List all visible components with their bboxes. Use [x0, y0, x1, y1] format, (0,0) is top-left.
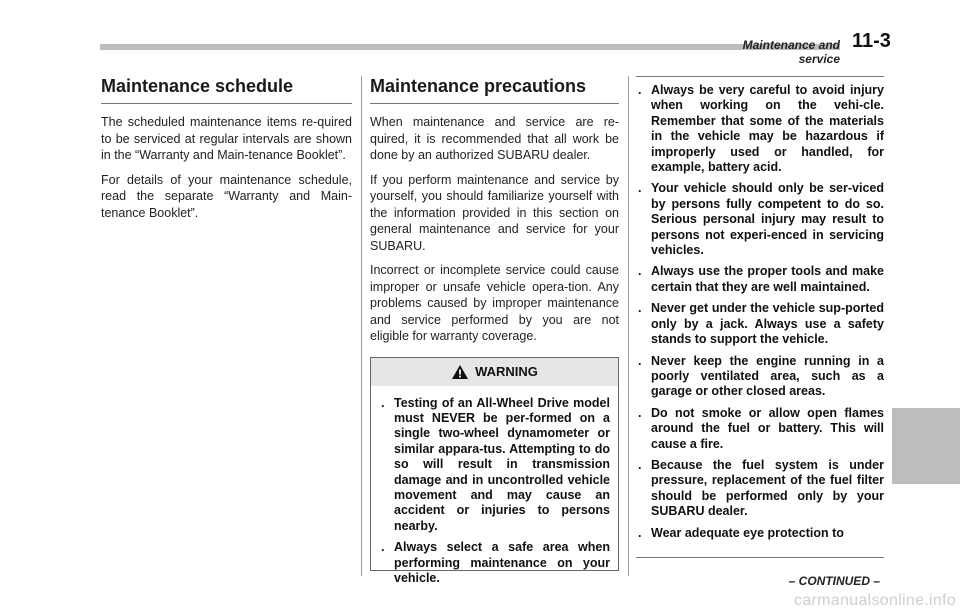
schedule-paragraph: For details of your maintenance schedule, read the separate “Warranty and Main-tenance Booklet”.: [101, 172, 352, 220]
warning-item: [636, 458, 884, 520]
warning-label: WARNING: [475, 364, 538, 379]
warning-item-text: Never get under the vehicle sup-ported only by a jack. Always use a safety stands to support the vehicle.: [651, 301, 884, 347]
warning-item: [636, 264, 884, 295]
watermark: carmanualsonline.info: [794, 592, 956, 609]
warning-continued-box: [636, 76, 884, 558]
schedule-section: [101, 76, 352, 229]
bullet-marker: .: [381, 395, 385, 410]
warning-item-text: Never keep the engine running in a poorly ventilated area, such as a garage or other closed areas.: [651, 353, 884, 399]
warning-item: [636, 301, 884, 347]
continued-label: – CONTINUED –: [788, 574, 880, 588]
warning-item-text: Wear adequate eye protection to: [651, 525, 844, 540]
warning-item-text: Always select a safe area when performing maintenance on your vehicle.: [394, 540, 610, 585]
chapter-side-tab: [892, 408, 960, 484]
bullet-marker: .: [638, 405, 642, 420]
bullet-marker: .: [381, 540, 385, 555]
warning-triangle-icon: [451, 364, 469, 380]
warning-item-text: Do not smoke or allow open flames around the fuel or battery. This will cause a fire.: [651, 405, 884, 451]
column-divider: [628, 76, 629, 576]
warning-continued-list: [636, 83, 884, 541]
warning-item: [636, 83, 884, 175]
warning-continued-section: [636, 76, 884, 558]
precautions-paragraph: If you perform maintenance and service by yourself, you should familiarize yourself with the information provided in this section on general maintenance and service for your SUBARU.: [370, 172, 619, 253]
precautions-section: [370, 76, 619, 585]
warning-item: [636, 526, 884, 541]
bullet-marker: .: [638, 83, 642, 97]
schedule-paragraph: The scheduled maintenance items re-quired to be serviced at regular intervals are shown in the “Warranty and Main-tenance Booklet”.: [101, 115, 352, 162]
precautions-paragraph: Incorrect or incomplete service could cause improper or unsafe vehicle opera-tion. Any problems caused by improper maintenance and service performed by you are not eligible for warranty coverage.: [370, 263, 619, 343]
bullet-marker: .: [638, 301, 642, 316]
warning-item-text: Always use the proper tools and make certain that they are well maintained.: [651, 264, 884, 294]
page-number: 11-3: [852, 30, 891, 52]
bullet-marker: .: [638, 457, 642, 472]
bullet-marker: .: [638, 353, 642, 368]
schedule-title: Maintenance schedule: [101, 76, 352, 104]
warning-list: [379, 396, 610, 587]
warning-item-text: Because the fuel system is under pressure, replacement of the fuel filter should be performed only by your SUBARU dealer.: [651, 457, 884, 519]
precautions-paragraph: When maintenance and service are re-quired, it is recommended that all work be done by an authorized SUBARU dealer.: [370, 115, 619, 162]
bullet-marker: .: [638, 264, 642, 279]
header-section-title: Maintenance and service: [742, 38, 840, 66]
warning-item: [636, 406, 884, 452]
warning-box: [370, 357, 619, 585]
warning-header: [371, 358, 618, 386]
warning-item: [636, 354, 884, 400]
warning-item-text: Always be very careful to avoid injury when working on the vehi-cle. Remember that some of the materials in the vehicle may be hazardous if improperly used or handled, for example, battery acid.: [651, 83, 884, 175]
warning-item: [636, 181, 884, 258]
bullet-marker: .: [638, 525, 642, 540]
column-divider: [361, 76, 362, 576]
warning-item: [379, 540, 610, 586]
warning-item: [379, 396, 610, 535]
warning-item-text: Testing of an All-Wheel Drive model must NEVER be per-formed on a single two-wheel dynamometer or similar appara-tus. Attempting to do so will result in transmission damage and in uncontrolled vehicle movement and may cause an accident or injuries to persons nearby.: [394, 395, 610, 533]
precautions-title: Maintenance precautions: [370, 76, 619, 104]
warning-item-text: Your vehicle should only be ser-viced by persons fully competent to do so. Serious personal injury may result to persons not experi-enced in servicing vehicles.: [651, 181, 884, 258]
bullet-marker: .: [638, 181, 642, 196]
